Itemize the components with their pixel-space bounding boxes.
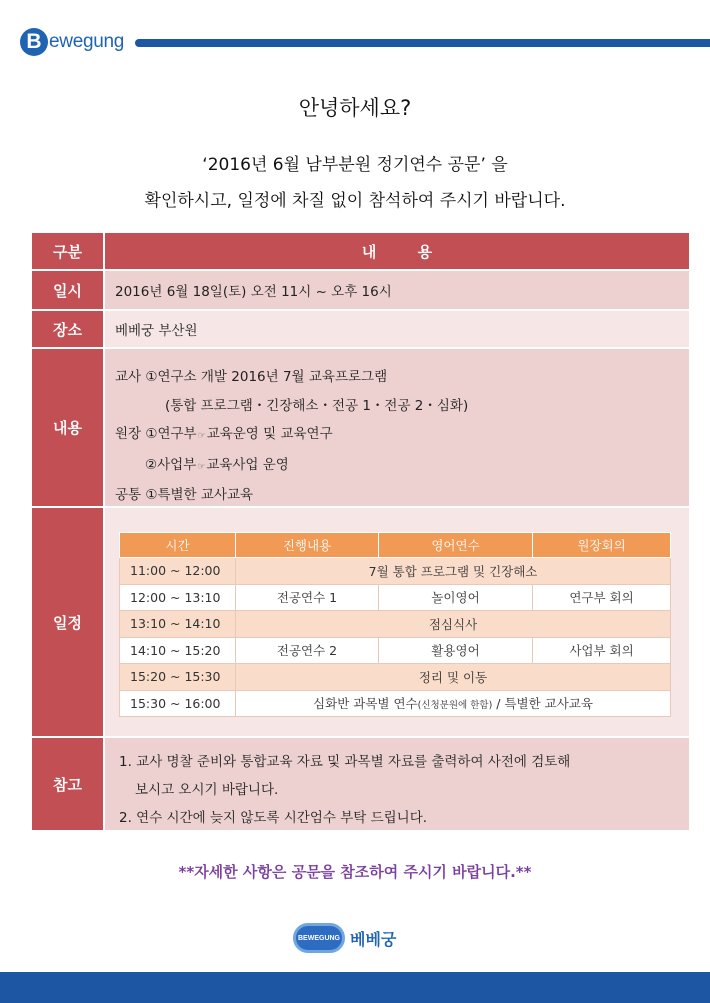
schedule-time: 11:00 ~ 12:00 bbox=[120, 558, 236, 585]
logo-badge: BEWEGUNG bbox=[293, 923, 345, 953]
table-row bbox=[120, 558, 671, 585]
schedule-merged-small: (신청분원에 한함) bbox=[417, 700, 493, 712]
schedule-meeting: 연구부 회의 bbox=[533, 584, 671, 611]
schedule-header-content: 진행내용 bbox=[236, 533, 379, 558]
note-row bbox=[32, 738, 689, 832]
schedule-row bbox=[32, 508, 689, 738]
content-row bbox=[32, 349, 689, 508]
schedule-time: 13:10 ~ 14:10 bbox=[120, 611, 236, 638]
content-label: 내용 bbox=[32, 349, 105, 506]
header-category: 구분 bbox=[32, 233, 105, 269]
schedule-english: 활용영어 bbox=[379, 637, 533, 664]
schedule-header-time: 시간 bbox=[120, 533, 236, 558]
header-content: 내 용 bbox=[105, 233, 689, 269]
greeting: 안녕하세요? bbox=[298, 96, 412, 120]
note-value bbox=[105, 738, 689, 830]
schedule-table bbox=[119, 532, 671, 717]
table-row bbox=[120, 584, 671, 611]
logo-letter: B bbox=[20, 28, 48, 56]
schedule-header-row bbox=[120, 533, 671, 558]
pointing-hand-icon: ☞ bbox=[197, 461, 206, 472]
pointing-hand-icon: ☞ bbox=[197, 431, 206, 441]
logo-text: ewegung bbox=[49, 31, 125, 52]
note-line-2: 2. 연수 시간에 늦지 않도록 시간엄수 부탁 드립니다. bbox=[119, 810, 428, 826]
schedule-value bbox=[105, 508, 689, 736]
place-label: 장소 bbox=[32, 311, 105, 347]
table-row bbox=[120, 664, 671, 691]
place-value: 베베궁 부산원 bbox=[105, 311, 689, 347]
schedule-merged: 정리 및 이동 bbox=[236, 664, 671, 691]
notice-line-1: ‘2016년 6월 남부분원 정기연수 공문’ 을 bbox=[202, 155, 508, 175]
schedule-merged: 점심식사 bbox=[236, 611, 671, 638]
content-line-4 bbox=[115, 451, 689, 482]
table-row bbox=[120, 611, 671, 638]
schedule-meeting: 사업부 회의 bbox=[533, 637, 671, 664]
date-row bbox=[32, 271, 689, 311]
table-row bbox=[120, 637, 671, 664]
schedule-merged bbox=[236, 690, 671, 717]
content-line-3 bbox=[115, 420, 689, 451]
logo-brand-text: 베베궁 bbox=[350, 929, 397, 949]
schedule-time: 14:10 ~ 15:20 bbox=[120, 637, 236, 664]
schedule-header-meeting: 원장회의 bbox=[533, 533, 671, 558]
content-line-4b: 교육사업 운영 bbox=[206, 456, 289, 473]
schedule-time: 12:00 ~ 13:10 bbox=[120, 584, 236, 611]
bewegung-logo bbox=[20, 27, 124, 57]
note-line-1-cont: 보시고 오시기 바랍니다. bbox=[135, 782, 279, 798]
schedule-merged: 7월 통합 프로그램 및 긴장해소 bbox=[236, 558, 671, 585]
schedule-content: 전공연수 1 bbox=[236, 584, 379, 611]
header-bar bbox=[135, 39, 710, 47]
notice-line-2: 확인하시고, 일정에 차질 없이 참석하여 주시기 바랍니다. bbox=[144, 191, 566, 211]
schedule-header-english: 영어연수 bbox=[379, 533, 533, 558]
schedule-time: 15:20 ~ 15:30 bbox=[120, 664, 236, 691]
content-line-1: 교사 ①연구소 개발 2016년 7월 교육프로그램 bbox=[115, 369, 388, 385]
note-label: 참고 bbox=[32, 738, 105, 830]
content-line-3b: 교육운영 및 교육연구 bbox=[206, 426, 333, 442]
schedule-merged-b: / 특별한 교사교육 bbox=[492, 696, 593, 712]
content-value bbox=[105, 349, 689, 506]
schedule-label: 일정 bbox=[32, 508, 105, 736]
bebegung-logo bbox=[293, 922, 396, 954]
table-header-row bbox=[32, 233, 689, 271]
table-row bbox=[120, 690, 671, 717]
content-line-5: 공통 ①특별한 교사교육 bbox=[115, 487, 254, 503]
content-line-3a: 원장 ①연구부 bbox=[115, 426, 197, 442]
date-value: 2016년 6월 18일(토) 오전 11시 ~ 오후 16시 bbox=[105, 271, 689, 309]
schedule-time: 15:30 ~ 16:00 bbox=[120, 690, 236, 717]
info-table bbox=[32, 233, 689, 832]
content-line-4a: ②사업부 bbox=[145, 456, 197, 473]
schedule-content: 전공연수 2 bbox=[236, 637, 379, 664]
content-line-2: (통합 프로그램・긴장해소・전공 1・전공 2・심화) bbox=[165, 397, 469, 414]
footer-bar bbox=[0, 972, 710, 1003]
footer-note: **자세한 사항은 공문을 참조하여 주시기 바랍니다.** bbox=[178, 863, 532, 881]
note-line-1: 1. 교사 명찰 준비와 통합교육 자료 및 과목별 자료를 출력하여 사전에 검토해 bbox=[119, 754, 571, 770]
schedule-merged-a: 심화반 과목별 연수 bbox=[313, 696, 418, 712]
place-row bbox=[32, 311, 689, 349]
schedule-english: 놀이영어 bbox=[379, 584, 533, 611]
date-label: 일시 bbox=[32, 271, 105, 309]
